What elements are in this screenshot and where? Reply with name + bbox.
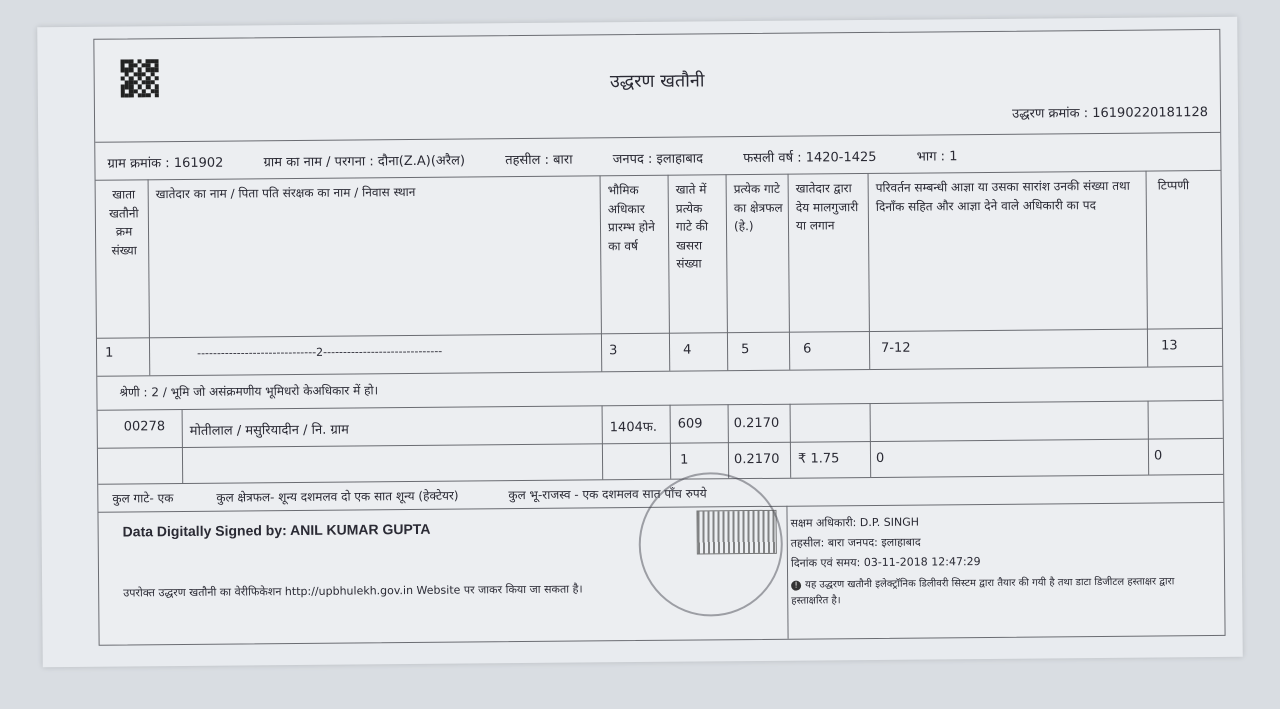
document-title: उद्धरण खतौनी (609, 70, 705, 93)
part: भाग : 1 (916, 149, 958, 165)
header-name: खातेदार का नाम / पिता पति संरक्षक का नाम / निवास स्थान (155, 184, 416, 202)
info-icon: ! (791, 581, 801, 591)
divider (97, 366, 1222, 377)
col-divider (728, 404, 730, 478)
total-col13: 0 (1153, 448, 1163, 464)
total-col7: 0 (875, 450, 885, 466)
colnum-3: 3 (609, 343, 618, 359)
header-changes: परिवर्तन सम्बन्धी आज्ञा या उसका सारांश उनकी संख्या तथा दिनाँक सहित और आज्ञा देने वाले अधिकारी का पद (875, 178, 1130, 214)
officer-name: सक्षम अधिकारी: D.P. SINGH (790, 515, 920, 530)
divider (98, 438, 1223, 449)
summary-revenue: कुल भू-राजस्व - एक दशमलव सात पाँच रुपये (508, 486, 707, 503)
fasli-year: फसली वर्ष : 1420-1425 (743, 149, 877, 167)
khata-number: 00278 (123, 419, 166, 435)
colnum-1: 1 (105, 345, 114, 361)
officer-datetime: दिनांक एवं समय: 03-11-2018 12:47:29 (790, 555, 981, 570)
divider (95, 132, 1220, 143)
officer-note (791, 574, 1211, 610)
header-khata: खाता खतौनी क्रम संख्या (109, 187, 139, 258)
colnum-4: 4 (683, 342, 692, 358)
colnum-5: 5 (741, 342, 750, 358)
colnum-7-12: 7-12 (880, 340, 911, 356)
header-year: भौमिक अधिकार प्रारम्भ होने का वर्ष (607, 183, 655, 254)
divider (97, 328, 1222, 339)
col-divider (786, 506, 788, 639)
officer-note-text: यह उद्धरण खतौनी इलेक्ट्रॉनिक डिलीवरी सिस्टम द्वारा तैयार की गयी है तथा डाटा डिजीटल हस्ताक्षर द्वारा हस्ताक्षरित है। (791, 576, 1175, 607)
khatauni-document (93, 29, 1225, 646)
col-divider (868, 173, 871, 369)
category-text: श्रेणी : 2 / भूमि जो असंक्रमणीय भूमिधरो केअधिकार में हो। (119, 383, 379, 400)
signed-by: Data Digitally Signed by: ANIL KUMAR GUPTA (122, 520, 431, 540)
colnum-2: ------------------------------2------------------------------ (197, 344, 443, 360)
colnum-13: 13 (1160, 338, 1178, 354)
khasra-number: 609 (677, 416, 703, 432)
signature-stamp (696, 510, 776, 555)
rights-year: 1404फ. (609, 419, 658, 436)
header-khasra: खाते में प्रत्येक गाटे की खसरा संख्या (675, 182, 709, 272)
total-revenue: ₹ 1.75 (797, 451, 840, 467)
header-area: प्रत्येक गाटे का क्षेत्रफल (हे.) (733, 181, 783, 234)
divider (98, 400, 1223, 411)
col-divider (1146, 171, 1149, 367)
meta-row (107, 146, 993, 172)
summary-area: कुल क्षेत्रफल- शून्य दशमलव दो एक सात शून्य (हेक्टेयर) (216, 488, 459, 505)
district: जनपद : इलाहाबाद (612, 151, 704, 168)
verification-note: उपरोक्त उद्धरण खतौनी का वेरीफिकेशन http://upbhulekh.gov.in Website पर जाकर किया जा सकता है। (123, 582, 583, 600)
col-divider (788, 174, 791, 370)
divider (98, 474, 1223, 485)
header-remarks: टिप्पणी (1157, 178, 1190, 193)
summary-plots: कुल गाटे- एक (112, 491, 174, 506)
total-count: 1 (679, 452, 689, 468)
plot-area: 0.2170 (733, 415, 780, 432)
col-divider (600, 175, 603, 371)
extract-number: उद्धरण क्रमांक : 16190220181128 (1012, 105, 1209, 122)
village-name: ग्राम का नाम / परगना : दौना(Z.A)(अरैल) (263, 153, 466, 171)
paper-sheet (37, 17, 1243, 667)
col-divider (726, 174, 729, 370)
officer-location: तहसील: बारा जनपद: इलाहाबाद (790, 535, 921, 550)
village-number: ग्राम क्रमांक : 161902 (107, 155, 224, 172)
col-divider (148, 179, 151, 375)
holder-name: मोतीलाल / मसुरियादीन / नि. ग्राम (189, 422, 349, 439)
header-revenue: खातेदार द्वारा देय मालगुजारी या लगान (795, 181, 859, 233)
col-divider (668, 175, 671, 371)
colnum-6: 6 (803, 341, 812, 357)
total-area: 0.2170 (733, 451, 780, 468)
tehsil: तहसील : बारा (505, 152, 573, 169)
